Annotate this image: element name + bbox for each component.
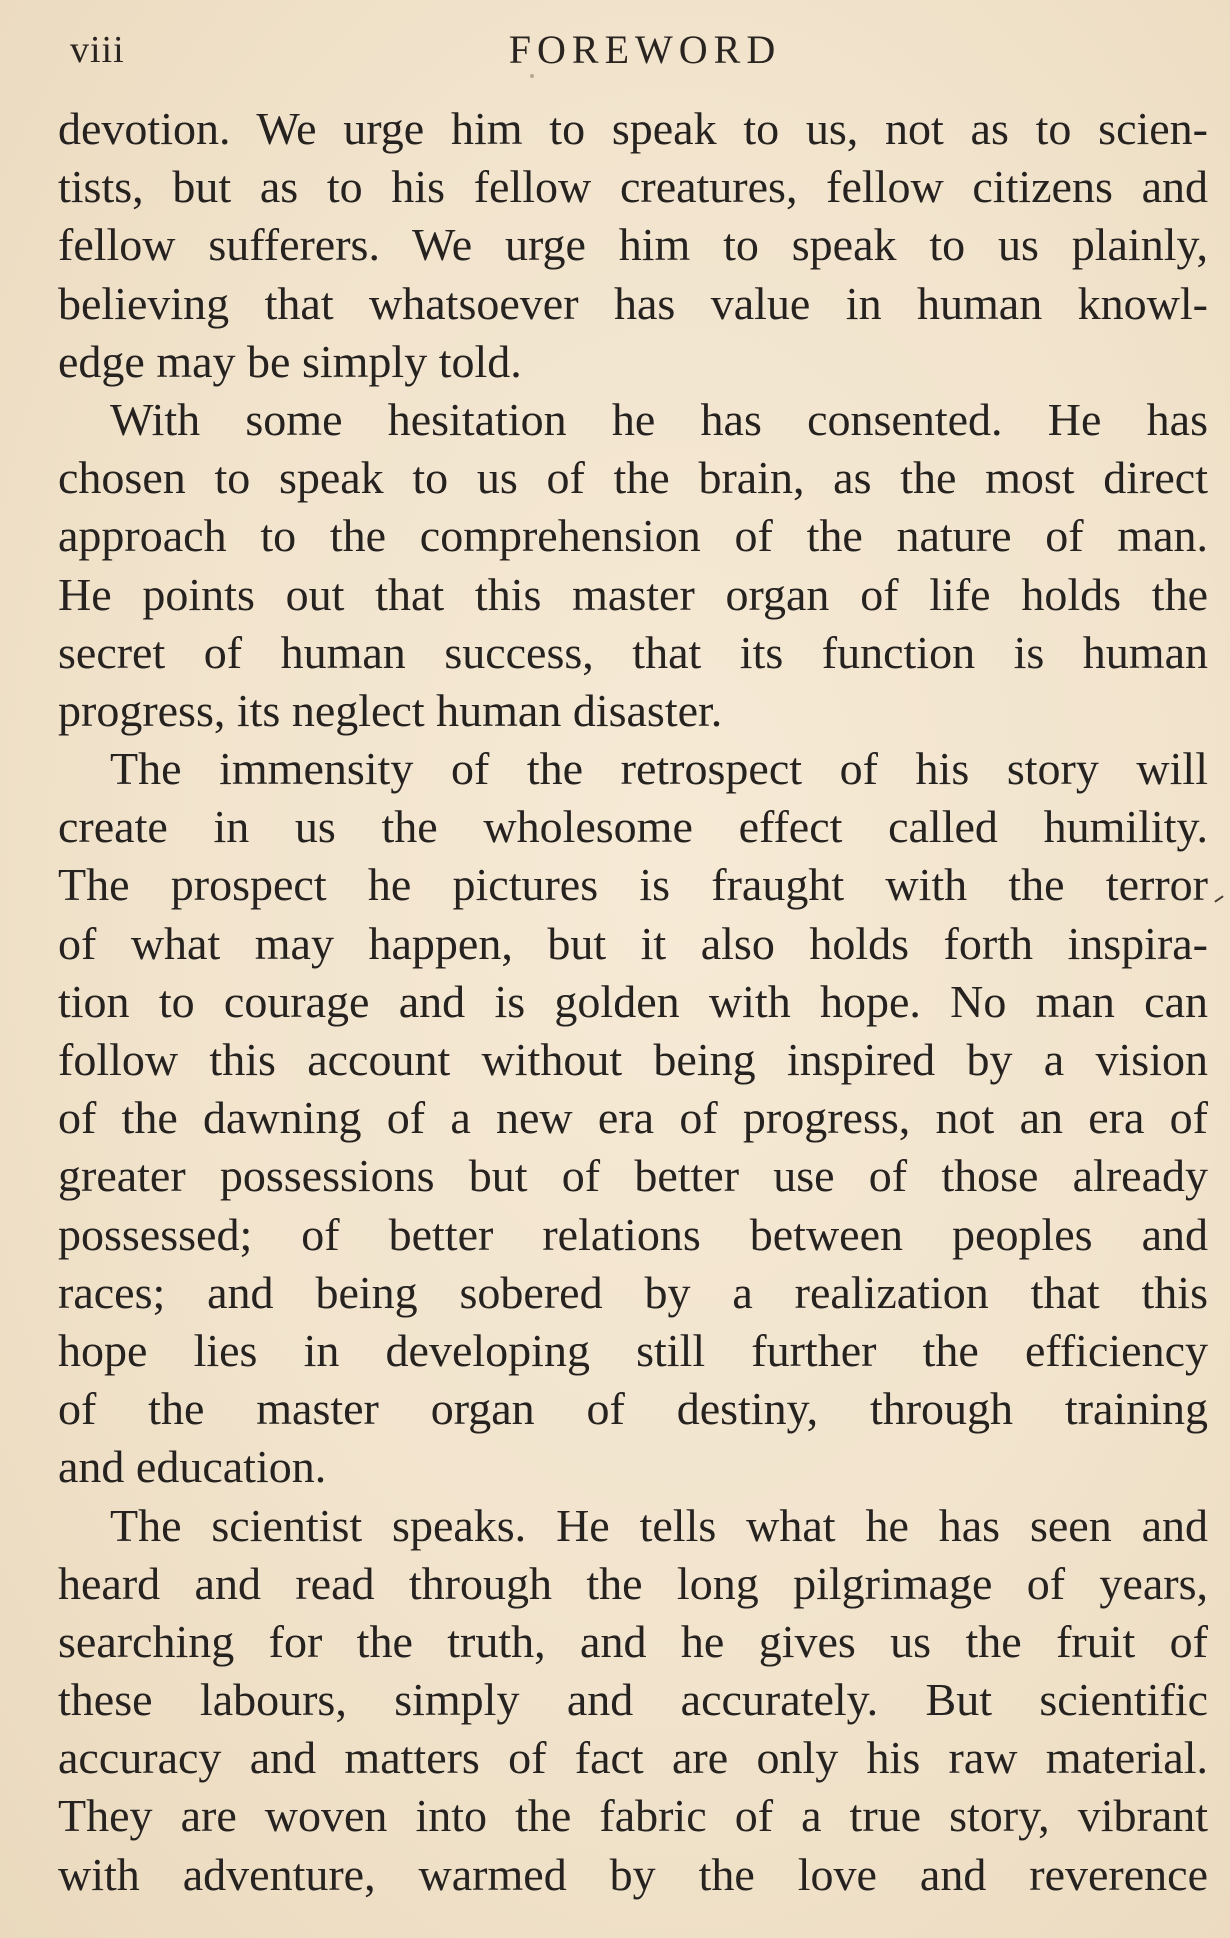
- text-line: create in us the wholesome effect called humility.: [58, 801, 1208, 853]
- text-line: With some hesitation he has consented. He has: [110, 393, 1208, 445]
- text-line: secret of human success, that its function is human: [58, 626, 1208, 678]
- text-line: tion to courage and is golden with hope. No man can: [58, 975, 1208, 1027]
- text-line: hope lies in developing still further the efficiency: [58, 1324, 1208, 1376]
- text-line: progress, its neglect human disaster.: [58, 684, 723, 736]
- text-line: of the dawning of a new era of progress, not an era of: [58, 1092, 1208, 1144]
- text-line: follow this account without being inspired by a vision: [58, 1034, 1208, 1085]
- text-line: They are woven into the fabric of a true story, vibrant: [58, 1790, 1208, 1842]
- text-line: of the master organ of destiny, through training: [58, 1383, 1208, 1435]
- text-line: searching for the truth, and he gives us the fruit of: [58, 1615, 1208, 1667]
- body-text: [58, 100, 1208, 1904]
- text-line: believing that whatsoever has value in human knowl-: [58, 277, 1208, 329]
- text-line: fellow sufferers. We urge him to speak to us plainly,: [58, 219, 1208, 271]
- text-line: The scientist speaks. He tells what he has seen and: [110, 1499, 1208, 1551]
- text-line: heard and read through the long pilgrimage of years,: [58, 1557, 1208, 1609]
- text-line: tists, but as to his fellow creatures, fellow citizens and: [58, 161, 1208, 213]
- text-line: The immensity of the retrospect of his story will: [110, 743, 1208, 795]
- text-line: accuracy and matters of fact are only his raw material.: [58, 1732, 1208, 1784]
- text-line: races; and being sobered by a realization that this: [58, 1266, 1208, 1318]
- text-line: approach to the comprehension of the nature of man.: [58, 510, 1208, 562]
- margin-pencil-mark: [1214, 895, 1223, 902]
- running-head: FOREWORD: [508, 27, 782, 72]
- text-line: chosen to speak to us of the brain, as the most direct: [58, 452, 1208, 504]
- page-number: viii: [70, 29, 125, 71]
- paper-speck: [530, 74, 534, 78]
- text-line: with adventure, warmed by the love and reverence: [58, 1848, 1208, 1900]
- text-line: and education.: [58, 1441, 327, 1493]
- text-line: The prospect he pictures is fraught with the terror: [58, 859, 1208, 911]
- text-line: these labours, simply and accurately. But scientific: [58, 1674, 1208, 1726]
- text-line: of what may happen, but it also holds forth inspira-: [58, 917, 1208, 969]
- text-line: devotion. We urge him to speak to us, not as to scien-: [58, 103, 1208, 154]
- text-line: edge may be simply told.: [58, 335, 522, 387]
- text-line: possessed; of better relations between peoples and: [58, 1208, 1208, 1260]
- text-line: He points out that this master organ of life holds the: [58, 568, 1208, 620]
- text-line: greater possessions but of better use of those already: [58, 1150, 1208, 1202]
